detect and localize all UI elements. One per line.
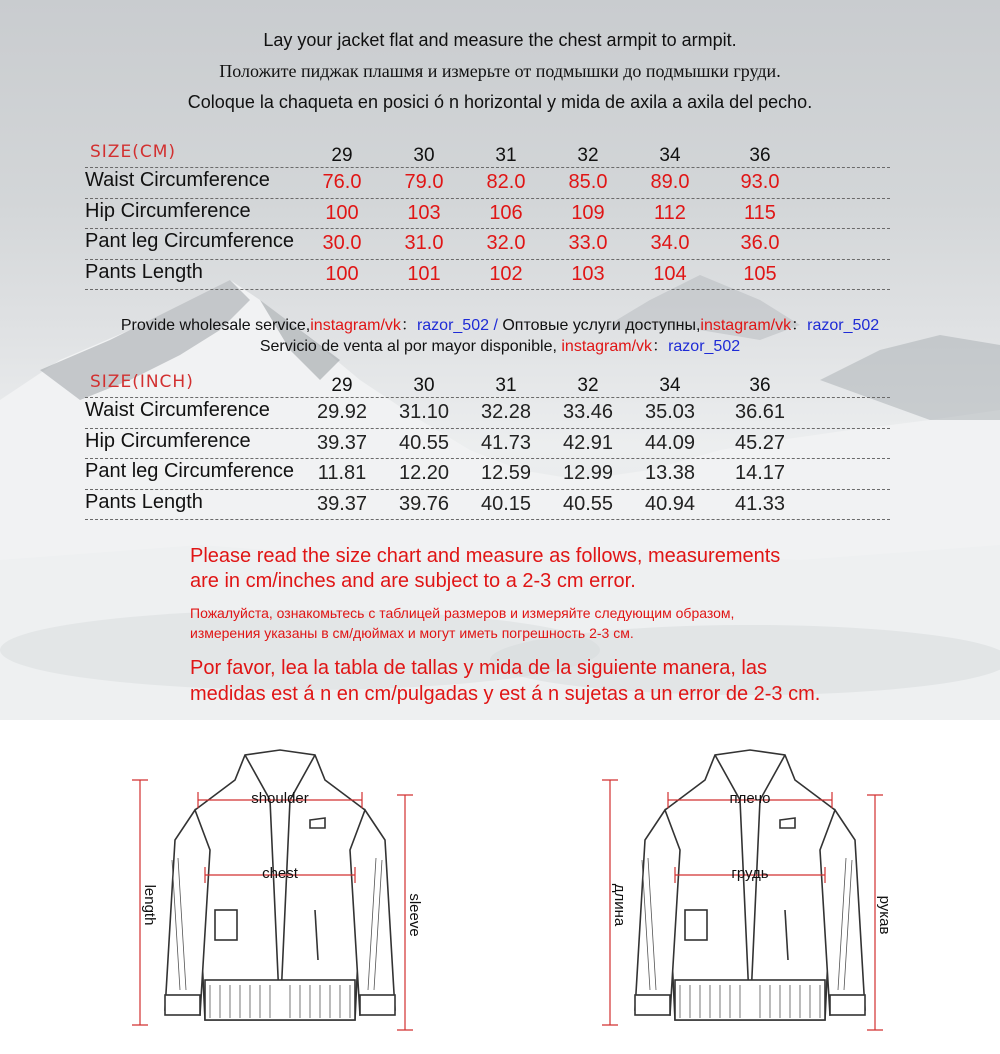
- size-header: 36: [749, 145, 771, 166]
- table-cell: 112: [654, 201, 686, 224]
- table-cell: 105: [743, 262, 777, 285]
- table-cell: 30.0: [322, 232, 362, 254]
- table-divider: [85, 489, 890, 490]
- table-cell: 89.0: [650, 171, 690, 193]
- wholesale-instagram-link-es[interactable]: instagram/vk: [561, 338, 653, 355]
- table-cell: 39.76: [398, 492, 450, 515]
- table-divider: [85, 519, 890, 520]
- table-cell: 104: [653, 262, 687, 285]
- table-cell: 45.27: [734, 431, 786, 454]
- chest-label: chest: [262, 865, 298, 882]
- wholesale-text-es: Servicio de venta al por mayor disponible,: [259, 338, 562, 355]
- table-cell: 31.0: [404, 232, 444, 254]
- table-divider: [85, 397, 890, 398]
- size-header: 34: [659, 375, 681, 396]
- row-label: Pants Length: [85, 260, 203, 283]
- length-label-ru: длина: [611, 883, 628, 927]
- table-cell: 109: [571, 201, 605, 224]
- table-cell: 12.59: [480, 462, 532, 484]
- table-cell: 115: [744, 201, 776, 224]
- size-header: 29: [331, 375, 353, 396]
- jacket-diagram-ru: [590, 740, 910, 1040]
- table-cell: 44.09: [644, 431, 696, 454]
- table-cell: 100: [325, 262, 359, 285]
- table-cell: 32.28: [480, 401, 532, 423]
- table-cell: 82.0: [486, 171, 526, 193]
- size-header: 30: [413, 375, 435, 396]
- table-cell: 12.99: [562, 462, 614, 484]
- table-cell: 40.94: [644, 492, 696, 515]
- wholesale-instagram-link-ru[interactable]: instagram/vk: [700, 317, 792, 334]
- jacket-diagram-en: [120, 740, 440, 1040]
- size-header: 34: [659, 145, 681, 166]
- table-divider: [85, 428, 890, 429]
- table-cell: 34.0: [650, 232, 690, 254]
- table-cell: 31.10: [398, 401, 450, 423]
- row-label: Pants Length: [85, 490, 203, 513]
- length-label: length: [141, 884, 158, 926]
- row-label: Hip Circumference: [85, 199, 251, 222]
- instruction-es: Coloque la chaqueta en posici ó n horizontal y mida de axila a axila del pecho.: [187, 92, 813, 112]
- table-divider: [85, 228, 890, 229]
- size-header: 32: [577, 375, 599, 396]
- size-header: 30: [413, 145, 435, 166]
- note-es-line-1: Por favor, lea la tabla de tallas y mida de la siguiente manera, las: [190, 657, 767, 679]
- row-label: Hip Circumference: [85, 429, 251, 452]
- chest-label-ru: грудь: [731, 865, 769, 882]
- table-cell: 35.03: [644, 401, 696, 423]
- shoulder-label: shoulder: [251, 790, 309, 807]
- size-header: 32: [577, 145, 599, 166]
- table-cell: 33.46: [562, 401, 614, 423]
- note-en-line-2: are in cm/inches and are subject to a 2-3 cm error.: [190, 570, 636, 592]
- wholesale-handle-es[interactable]: razor_502: [668, 338, 741, 355]
- table-cell: 103: [407, 201, 441, 224]
- table-cell: 41.33: [734, 492, 786, 515]
- wholesale-colon: ：: [400, 317, 417, 334]
- note-es-line-2: medidas est á n en cm/pulgadas y est á n sujetas a un error de 2-3 cm.: [190, 683, 821, 705]
- table-cell: 11.81: [317, 462, 367, 484]
- table-cell: 14.17: [734, 462, 786, 484]
- table-cell: 36.0: [740, 232, 780, 254]
- table-title: SIZE(CM): [90, 142, 176, 162]
- row-label: Pant leg Circumference: [85, 230, 294, 252]
- table-divider: [85, 167, 890, 168]
- sleeve-label-ru: рукав: [876, 895, 893, 935]
- table-divider: [85, 198, 890, 199]
- row-label: Pant leg Circumference: [85, 460, 294, 482]
- instruction-ru: Положите пиджак плашмя и измерьте от подмышки до подмышки груди.: [219, 61, 781, 81]
- table-cell: 93.0: [740, 171, 780, 193]
- wholesale-instagram-link[interactable]: instagram/vk: [310, 317, 401, 334]
- table-cell: 13.38: [644, 462, 696, 484]
- table-cell: 12.20: [398, 462, 450, 484]
- table-cell: 76.0: [322, 171, 362, 193]
- table-cell: 101: [407, 262, 441, 285]
- table-cell: 40.15: [480, 492, 532, 515]
- table-cell: 39.37: [316, 431, 368, 454]
- wholesale-colon-ru: ：: [791, 317, 808, 334]
- table-cell: 36.61: [734, 401, 786, 423]
- size-header: 31: [495, 375, 517, 396]
- table-cell: 85.0: [568, 171, 608, 193]
- wholesale-line-1: [0, 312, 1000, 335]
- table-divider: [85, 458, 890, 459]
- table-cell: 106: [489, 201, 523, 224]
- wholesale-text-ru: Оптовые услуги доступны,: [497, 317, 701, 334]
- table-cell: 42.91: [562, 431, 614, 454]
- table-cell: 100: [325, 201, 359, 224]
- wholesale-handle[interactable]: razor_502 /: [416, 317, 498, 334]
- wholesale-text-en: Provide wholesale service,: [120, 317, 311, 334]
- table-divider: [85, 289, 890, 290]
- table-cell: 40.55: [562, 492, 614, 515]
- note-ru-line-2: измерения указаны в см/дюймах и могут иметь погрешность 2-3 см.: [190, 625, 634, 641]
- table-cell: 103: [571, 262, 605, 285]
- table-cell: 79.0: [404, 171, 444, 193]
- table-cell: 41.73: [480, 431, 532, 454]
- table-divider: [85, 259, 890, 260]
- sleeve-label: sleeve: [406, 893, 423, 937]
- row-label: Waist Circumference: [85, 169, 270, 191]
- size-header: 36: [749, 375, 771, 396]
- size-header: 29: [331, 145, 353, 166]
- table-cell: 33.0: [568, 232, 608, 254]
- table-cell: 29.92: [316, 401, 368, 423]
- table-cell: 102: [489, 262, 523, 285]
- wholesale-colon-es: ：: [652, 338, 669, 355]
- note-ru-line-1: Пожалуйста, ознакомьтесь с таблицей размеров и измеряйте следующим образом,: [190, 605, 735, 621]
- table-cell: 40.55: [398, 431, 450, 454]
- note-en-line-1: Please read the size chart and measure as follows, measurements: [190, 545, 781, 567]
- size-header: 31: [495, 145, 517, 166]
- table-title: SIZE(INCH): [90, 372, 194, 392]
- wholesale-line-2: [0, 333, 1000, 356]
- wholesale-handle-ru[interactable]: razor_502: [807, 317, 880, 334]
- row-label: Waist Circumference: [85, 399, 270, 421]
- table-cell: 39.37: [316, 492, 368, 515]
- shoulder-label-ru: плечо: [729, 790, 771, 807]
- table-cell: 32.0: [486, 232, 526, 254]
- instruction-en: Lay your jacket flat and measure the chest armpit to armpit.: [263, 30, 737, 50]
